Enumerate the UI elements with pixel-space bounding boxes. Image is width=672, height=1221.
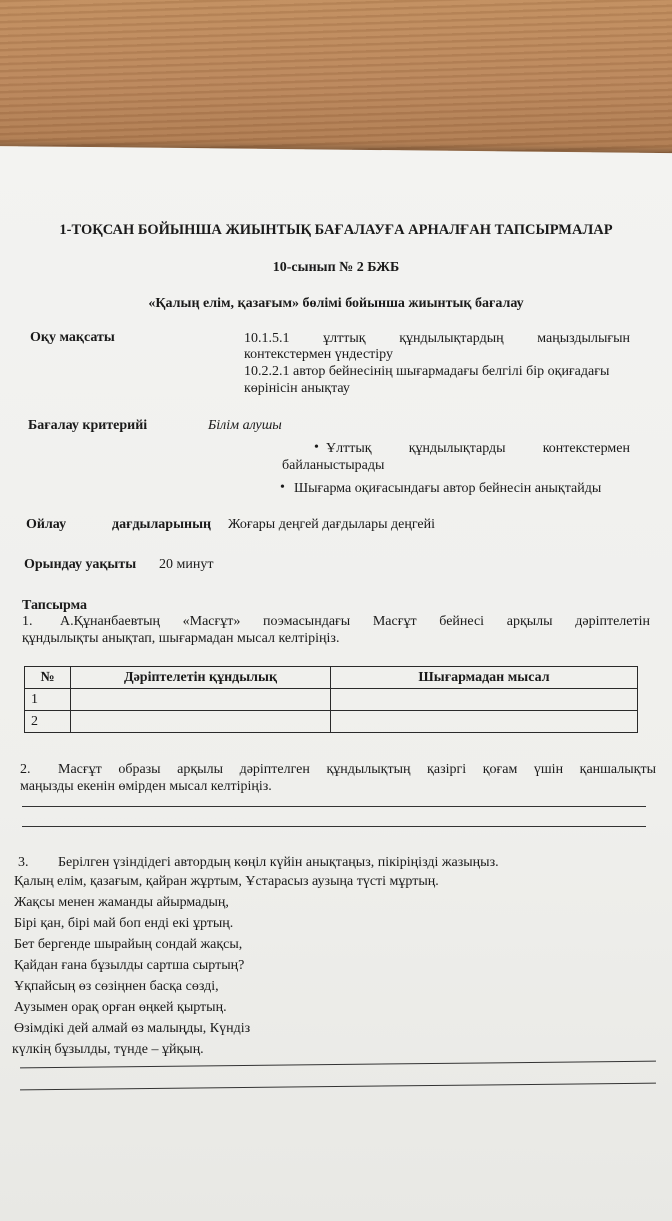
poem-line: Өзімдікі дей алмай өз малыңды, Күндіз bbox=[14, 1021, 251, 1036]
bullet-1-line-2: байланыстырады bbox=[282, 458, 385, 473]
table-cell-number: 2 bbox=[25, 711, 71, 733]
poem-line: Ұқпайсың өз сөзіңнен басқа сөзді, bbox=[14, 979, 219, 994]
table-cell-example[interactable] bbox=[331, 689, 638, 711]
poem-line: Қалың елім, қазағым, қайран жұртым, Ұстарасыз аузыңа түсті мұртың. bbox=[14, 874, 439, 889]
table-header-example: Шығармадан мысал bbox=[331, 667, 638, 689]
time-value: 20 минут bbox=[159, 557, 214, 572]
objective-line-4: көрінісін анықтау bbox=[244, 381, 350, 396]
answer-line bbox=[22, 806, 646, 807]
thinking-label-2: дағдыларының bbox=[112, 517, 212, 532]
table-cell-example[interactable] bbox=[331, 711, 638, 733]
table-cell-value[interactable] bbox=[71, 711, 331, 733]
table-header-value: Дәріптелетін құндылық bbox=[71, 667, 331, 689]
poem-line: Аузымен орақ орған өңкей қыртың. bbox=[14, 1000, 227, 1015]
poem-line: күлкің бұзылды, түнде – ұйқың. bbox=[12, 1042, 204, 1057]
bullet-2-marker: • bbox=[280, 480, 285, 495]
document-title: 1-ТОҚСАН БОЙЫНША ЖИЫНТЫҚ БАҒАЛАУҒА АРНАЛҒАН ТАПСЫРМАЛАР bbox=[59, 222, 613, 238]
task-3-number: 3. bbox=[18, 855, 29, 870]
section-line: «Қалың елім, қазағым» бөлімі бойынша жиынтық бағалау bbox=[148, 296, 524, 311]
task-1-number: 1. bbox=[22, 614, 33, 629]
wooden-table-background bbox=[0, 0, 672, 170]
poem-line: Қайдан ғана бұзылды сартша сыртың? bbox=[14, 958, 245, 973]
bullet-1-line-1: Ұлттық құндылықтарды контекстермен bbox=[326, 441, 630, 456]
table-cell-value[interactable] bbox=[71, 689, 331, 711]
task-2-number: 2. bbox=[20, 762, 31, 777]
task-1-line-1: А.Құнанбаевтың «Масғұт» поэмасындағы Масғұт бейнесі арқылы дәріптелетін bbox=[60, 614, 650, 629]
bullet-1-marker: • bbox=[314, 440, 319, 455]
time-label: Орындау уақыты bbox=[24, 557, 137, 572]
objectives-label: Оқу мақсаты bbox=[30, 330, 115, 345]
table-header-row bbox=[25, 667, 638, 689]
task-1-line-2: құндылықты анықтап, шығармадан мысал келтіріңіз. bbox=[22, 631, 340, 646]
criteria-label: Бағалау критерийі bbox=[28, 418, 148, 433]
criteria-subject: Білім алушы bbox=[208, 418, 282, 433]
objective-line-3: 10.2.2.1 автор бейнесінің шығармадағы белгілі бір оқиғадағы bbox=[244, 364, 610, 379]
table-row bbox=[25, 689, 638, 711]
task-2-line-2: маңызды екенін өмірден мысал келтіріңіз. bbox=[20, 779, 272, 794]
answer-table bbox=[24, 666, 638, 733]
task-2-line-1: Масғұт образы арқылы дәріптелген құндылықтың қазіргі қоғам үшін қаншалықты bbox=[58, 762, 656, 777]
table-row bbox=[25, 711, 638, 733]
class-line: 10-сынып № 2 БЖБ bbox=[272, 260, 400, 275]
poem-line: Бірі қан, бірі май боп енді екі ұртың. bbox=[14, 916, 234, 931]
tasks-heading: Тапсырма bbox=[22, 598, 88, 613]
poem-line: Бет бергенде шырайың сондай жақсы, bbox=[14, 937, 243, 952]
table-header-number: № bbox=[25, 667, 71, 689]
objective-line-2: контекстермен үндестіру bbox=[244, 347, 393, 362]
objective-line-1: 10.1.5.1 ұлттық құндылықтардың маңыздылығын bbox=[244, 331, 630, 346]
table-cell-number: 1 bbox=[25, 689, 71, 711]
answer-line bbox=[22, 826, 646, 827]
thinking-label: Ойлау bbox=[26, 517, 67, 532]
poem-line: Жақсы менен жаманды айырмадың, bbox=[14, 895, 229, 910]
thinking-value: Жоғары деңгей дағдылары деңгейі bbox=[228, 517, 435, 532]
bullet-2-text: Шығарма оқиғасындағы автор бейнесін анықтайды bbox=[294, 481, 602, 496]
task-3-line-1: Берілген үзіндідегі автордың көңіл күйін анықтаңыз, пікіріңізді жазыңыз. bbox=[58, 855, 499, 870]
